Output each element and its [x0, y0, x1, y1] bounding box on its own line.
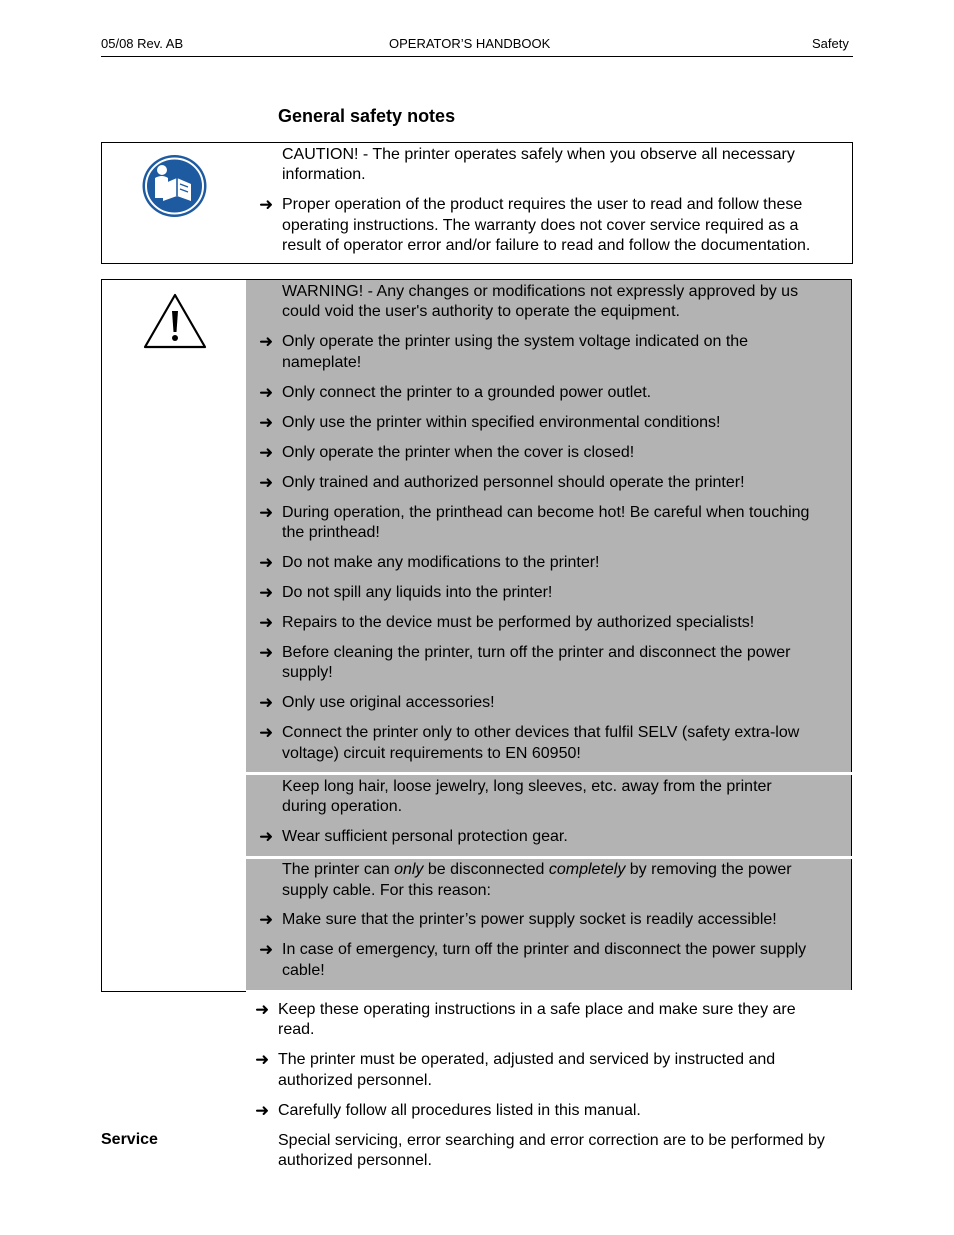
- caution-text-2: information.: [282, 166, 366, 183]
- arrow-icon: ➜: [259, 195, 274, 214]
- arrow-icon: ➜: [259, 473, 274, 492]
- service-text-1: Special servicing, error searching and error correction are to be performed by: [278, 1132, 825, 1149]
- warning-bullet-cont: nameplate!: [282, 354, 362, 371]
- warning-bullet-cont: supply!: [282, 664, 333, 681]
- warning-bullet-cont: voltage) circuit requirements to EN 60950!: [282, 745, 581, 762]
- arrow-icon: ➜: [259, 413, 274, 432]
- disconnect-intro: The printer can only be disconnected completely by removing the power: [282, 861, 792, 878]
- service-text-2: authorized personnel.: [278, 1152, 432, 1169]
- read-manual-icon: [141, 154, 208, 218]
- warning-bullet: Do not spill any liquids into the printer!: [282, 584, 553, 601]
- warning-bullet: During operation, the printhead can become hot! Be careful when touching: [282, 504, 810, 521]
- hair-text-2: during operation.: [282, 798, 403, 815]
- warning-bullet: Before cleaning the printer, turn off the printer and disconnect the power: [282, 644, 791, 661]
- header-rule: [101, 56, 853, 57]
- caution-text-1: CAUTION! - The printer operates safely when you observe all necessary: [282, 146, 795, 163]
- warning-bullet-cont: the printhead!: [282, 524, 380, 541]
- hair-text-1: Keep long hair, loose jewelry, long sleeves, etc. away from the printer: [282, 778, 772, 795]
- arrow-icon: ➜: [259, 910, 274, 929]
- disconnect-intro-2: supply cable. For this reason:: [282, 882, 491, 899]
- disconnect-bullet: Make sure that the printer’s power supply socket is readily accessible!: [282, 911, 777, 928]
- general-bullet-cont: authorized personnel.: [278, 1072, 432, 1089]
- header-section: Safety: [812, 36, 849, 51]
- disconnect-bullet-cont: cable!: [282, 962, 325, 979]
- warning-bullet: Only operate the printer when the cover is closed!: [282, 444, 635, 461]
- disconnect-bullet: In case of emergency, turn off the printer and disconnect the power supply: [282, 941, 807, 958]
- caution-bullet-1: Proper operation of the product requires the user to read and follow these: [282, 196, 803, 213]
- arrow-icon: ➜: [259, 443, 274, 462]
- arrow-icon: ➜: [255, 1101, 270, 1120]
- warning-text-2: could void the user's authority to operate the equipment.: [282, 303, 680, 320]
- arrow-icon: ➜: [255, 1050, 270, 1069]
- arrow-icon: ➜: [259, 693, 274, 712]
- general-bullet: Carefully follow all procedures listed in this manual.: [278, 1102, 641, 1119]
- arrow-icon: ➜: [259, 613, 274, 632]
- header-title: OPERATOR’S HANDBOOK: [389, 36, 551, 51]
- warning-bullet: Only use the printer within specified environmental conditions!: [282, 414, 721, 431]
- arrow-icon: ➜: [259, 827, 274, 846]
- caution-bullet-3: result of operator error and/or failure to read and follow the documentation.: [282, 237, 811, 254]
- warning-bullet: Only operate the printer using the system voltage indicated on the: [282, 333, 749, 350]
- warning-bullet: Only trained and authorized personnel should operate the printer!: [282, 474, 745, 491]
- warning-bullet: Only connect the printer to a grounded power outlet.: [282, 384, 652, 401]
- warning-text-1: WARNING! - Any changes or modifications not expressly approved by us: [282, 283, 799, 300]
- general-bullet: The printer must be operated, adjusted and serviced by instructed and: [278, 1051, 776, 1068]
- arrow-icon: ➜: [259, 383, 274, 402]
- warning-triangle-icon: [142, 292, 208, 350]
- arrow-icon: ➜: [255, 1000, 270, 1019]
- arrow-icon: ➜: [259, 583, 274, 602]
- header-revision: 05/08 Rev. AB: [101, 36, 184, 51]
- service-label: Service: [101, 1131, 158, 1148]
- warning-bullet: Repairs to the device must be performed by authorized specialists!: [282, 614, 755, 631]
- warning-bullet: Do not make any modifications to the printer!: [282, 554, 600, 571]
- general-bullet-cont: read.: [278, 1021, 315, 1038]
- arrow-icon: ➜: [259, 940, 274, 959]
- arrow-icon: ➜: [259, 332, 274, 351]
- section-title: General safety notes: [278, 106, 456, 126]
- warning-icon-cell: [101, 279, 246, 992]
- arrow-icon: ➜: [259, 553, 274, 572]
- arrow-icon: ➜: [259, 503, 274, 522]
- arrow-icon: ➜: [259, 643, 274, 662]
- general-bullet: Keep these operating instructions in a safe place and make sure they are: [278, 1001, 796, 1018]
- warning-bullet: Only use original accessories!: [282, 694, 495, 711]
- hair-bullet: Wear sufficient personal protection gear.: [282, 828, 568, 845]
- arrow-icon: ➜: [259, 723, 274, 742]
- caution-bullet-2: operating instructions. The warranty does not cover service required as a: [282, 217, 799, 234]
- warning-bullet: Connect the printer only to other devices that fulfil SELV (safety extra-low: [282, 724, 800, 741]
